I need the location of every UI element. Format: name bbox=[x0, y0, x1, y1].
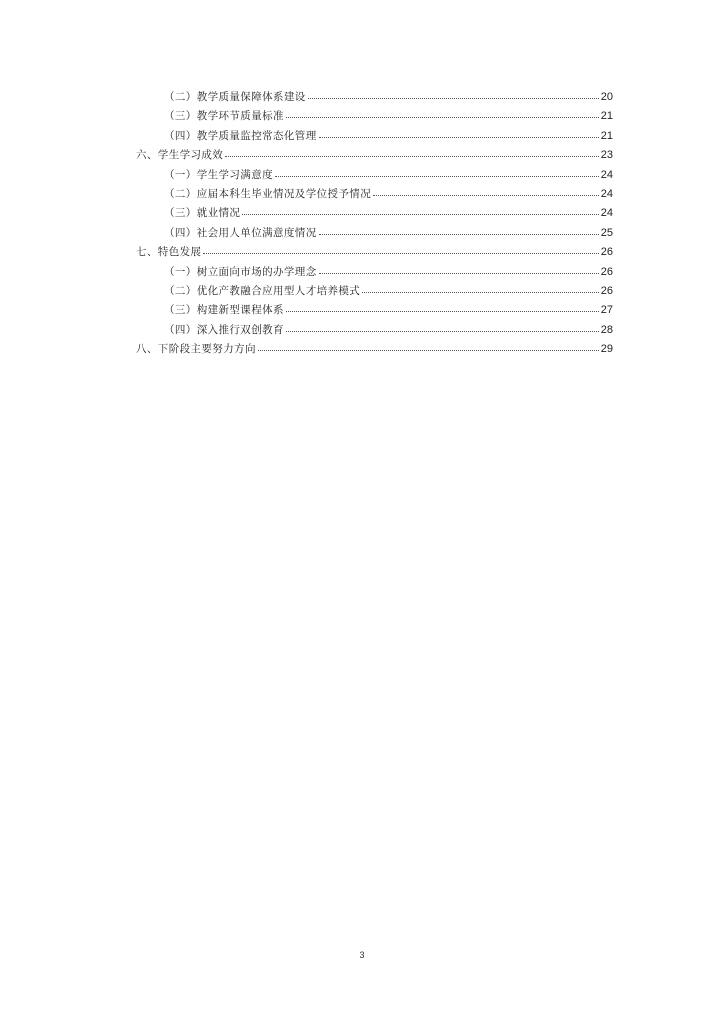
toc-entry-page-number: 29 bbox=[600, 343, 613, 356]
toc-entry[interactable] bbox=[0, 146, 724, 165]
toc-entry-page-number: 24 bbox=[600, 168, 613, 181]
toc-dot-leader bbox=[203, 252, 598, 254]
toc-dot-leader bbox=[373, 194, 599, 196]
toc-entry[interactable] bbox=[0, 243, 724, 262]
toc-dot-leader bbox=[275, 175, 599, 177]
toc-entry-page-number: 23 bbox=[600, 149, 613, 162]
toc-entry[interactable] bbox=[0, 340, 724, 359]
toc-entry[interactable] bbox=[0, 224, 724, 243]
toc-entry[interactable] bbox=[0, 107, 724, 126]
toc-entry-page-number: 26 bbox=[600, 265, 613, 278]
toc-entry-page-number: 24 bbox=[600, 207, 613, 220]
toc-entry-title: （二）教学质量保障体系建设 bbox=[164, 91, 306, 103]
toc-entry-page-number: 28 bbox=[600, 323, 613, 336]
toc-dot-leader bbox=[225, 155, 599, 157]
toc-entry-title: （三）教学环节质量标准 bbox=[164, 110, 284, 123]
toc-entry-title: （三）构建新型课程体系 bbox=[164, 304, 284, 317]
toc-entry[interactable] bbox=[0, 166, 724, 185]
toc-entry-page-number: 26 bbox=[600, 284, 613, 297]
toc-entry[interactable] bbox=[0, 321, 724, 340]
toc-entry-page-number: 24 bbox=[600, 187, 613, 200]
toc-entry[interactable] bbox=[0, 301, 724, 320]
toc-dot-leader bbox=[308, 97, 599, 99]
toc-entry-title: （二）优化产教融合应用型人才培养模式 bbox=[164, 284, 361, 297]
toc-entry-title: 八、下阶段主要努力方向 bbox=[136, 343, 256, 356]
toc-entry-title: （三）就业情况 bbox=[164, 207, 241, 220]
toc-entry-page-number: 26 bbox=[600, 246, 613, 259]
table-of-contents bbox=[0, 88, 724, 359]
toc-entry-page-number: 21 bbox=[600, 110, 613, 123]
toc-entry-page-number: 25 bbox=[600, 226, 613, 239]
toc-dot-leader bbox=[319, 233, 599, 235]
toc-entry-page-number: 21 bbox=[600, 129, 613, 142]
toc-dot-leader bbox=[319, 136, 599, 138]
toc-entry[interactable] bbox=[0, 204, 724, 223]
toc-entry[interactable] bbox=[0, 185, 724, 204]
toc-entry-title: 六、学生学习成效 bbox=[136, 149, 224, 162]
toc-entry[interactable] bbox=[0, 282, 724, 301]
toc-entry-title: （一）学生学习满意度 bbox=[164, 168, 273, 181]
toc-entry-title: （四）教学质量监控常态化管理 bbox=[164, 129, 317, 142]
toc-entry-page-number: 20 bbox=[600, 91, 613, 103]
toc-entry[interactable] bbox=[0, 88, 724, 107]
toc-entry-title: （一）树立面向市场的办学理念 bbox=[164, 265, 317, 278]
toc-dot-leader bbox=[362, 291, 599, 293]
toc-dot-leader bbox=[242, 213, 598, 215]
toc-dot-leader bbox=[286, 116, 599, 118]
toc-dot-leader bbox=[286, 310, 599, 312]
toc-entry[interactable] bbox=[0, 263, 724, 282]
toc-dot-leader bbox=[286, 330, 599, 332]
toc-entry-title: （二）应届本科生毕业情况及学位授予情况 bbox=[164, 187, 372, 200]
toc-entry-title: 七、特色发展 bbox=[136, 246, 202, 259]
page-number: 3 bbox=[359, 950, 365, 960]
toc-entry-title: （四）深入推行双创教育 bbox=[164, 323, 284, 336]
toc-dot-leader bbox=[319, 272, 599, 274]
toc-entry-title: （四）社会用人单位满意度情况 bbox=[164, 226, 317, 239]
toc-dot-leader bbox=[258, 349, 599, 351]
toc-entry[interactable] bbox=[0, 127, 724, 146]
toc-entry-page-number: 27 bbox=[600, 304, 613, 317]
